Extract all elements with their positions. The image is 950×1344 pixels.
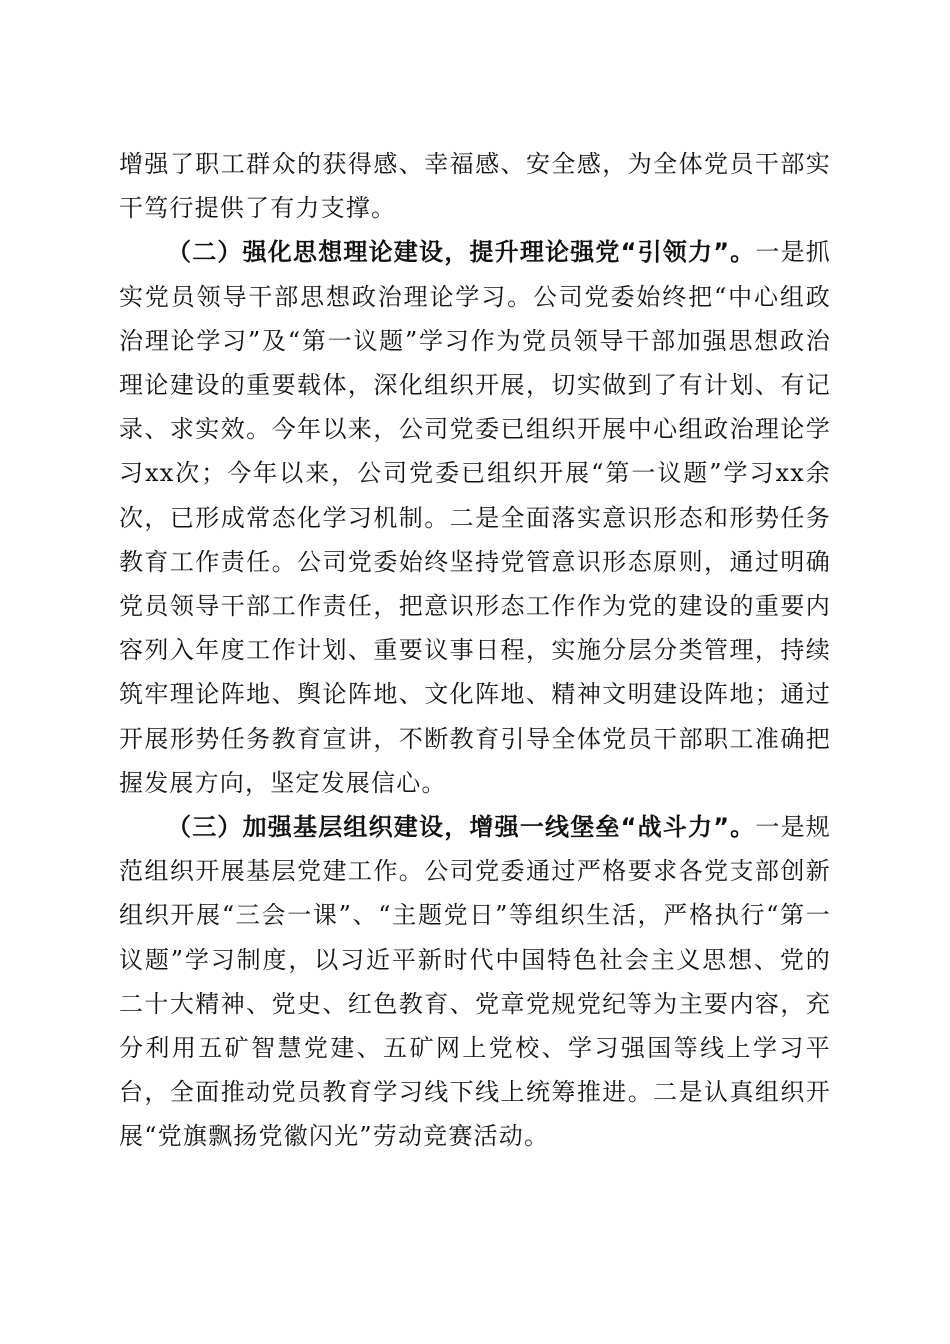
section-heading: （三）加强基层组织建设，增强一线堡垒“战斗力”。 xyxy=(167,813,756,842)
paragraph-body: 增强了职工群众的获得感、幸福感、安全感，为全体党员干部实干笃行提供了有力支撑。 xyxy=(119,150,831,223)
paragraph-body: 一是规范组织开展基层党建工作。公司党委通过严格要求各党支部创新组织开展“三会一课”、“主题党日”等组织生活，严格执行“第一议题”学习制度，以习近平新时代中国特色社会主义思想、党的二十大精神、党史、红色教育、党章党规党纪等为主要内容，充分利用五矿智慧党建、五矿网上党校、学习强国等线上学习平台，全面推动党员教育学习线下线上统筹推进。二是认真组织开展“党旗飘扬党徽闪光”劳动竞赛活动。 xyxy=(119,813,831,1151)
paragraph-continuation xyxy=(119,142,831,230)
document-body xyxy=(119,142,831,1159)
paragraph-body: 一是抓实党员领导干部思想政治理论学习。公司党委始终把“中心组政治理论学习”及“第一议题”学习作为党员领导干部加强思想政治理论建设的重要载体，深化组织开展，切实做到了有计划、有记录、求实效。今年以来，公司党委已组织开展中心组政治理论学习xx次；今年以来，公司党委已组织开展“第一议题”学习xx余次，已形成常态化学习机制。二是全面落实意识形态和形势任务教育工作责任。公司党委始终坚持党管意识形态原则，通过明确党员领导干部工作责任，把意识形态工作作为党的建设的重要内容列入年度工作计划、重要议事日程，实施分层分类管理，持续筑牢理论阵地、舆论阵地、文化阵地、精神文明建设阵地；通过开展形势任务教育宣讲，不断教育引导全体党员干部职工准确把握发展方向，坚定发展信心。 xyxy=(119,238,831,797)
section-heading: （二）强化思想理论建设，提升理论强党“引领力”。 xyxy=(167,238,756,267)
paragraph-section-3 xyxy=(119,805,831,1159)
paragraph-section-2 xyxy=(119,230,831,805)
